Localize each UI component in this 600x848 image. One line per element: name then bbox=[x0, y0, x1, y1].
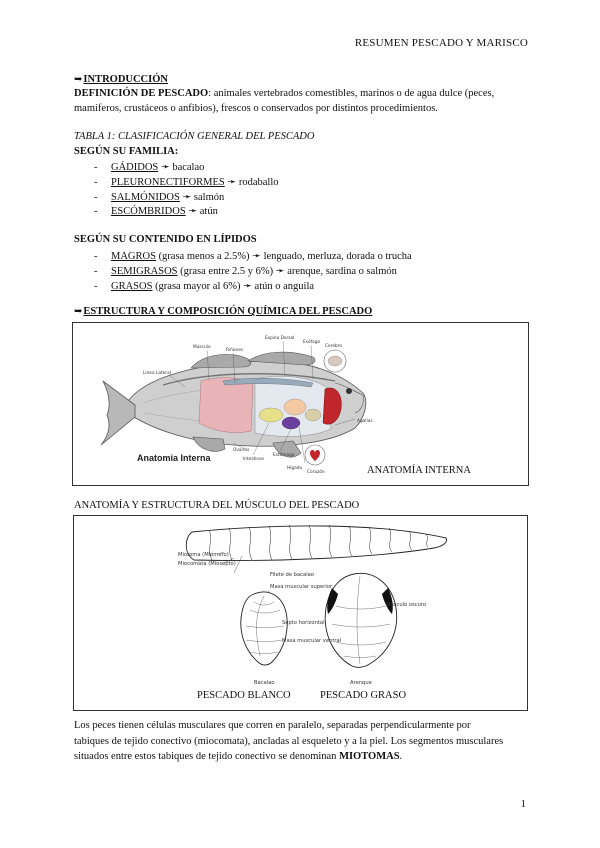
label-septo: Septo horizontal bbox=[282, 620, 325, 626]
label-cerebro: Cerebro bbox=[325, 344, 342, 349]
page-number: 1 bbox=[520, 798, 526, 810]
miotomas-term: MIOTOMAS bbox=[339, 751, 400, 762]
arrow-icon: ➛ bbox=[275, 266, 285, 277]
lipid-note: (grasa entre 2.5 y 6%) bbox=[177, 266, 276, 277]
family-item: - PLEURONECTIFORMES ➛ rodaballo bbox=[94, 177, 279, 188]
structure-heading-line bbox=[74, 306, 372, 317]
arrow-icon: ➛ bbox=[227, 177, 237, 188]
arrow-icon: ➛ bbox=[188, 206, 198, 217]
label-miocomata: Miocomata (Miosepto) bbox=[178, 561, 236, 567]
lipid-desc: arenque, sardina o salmón bbox=[284, 266, 397, 277]
lipid-term: MAGROS bbox=[111, 251, 156, 262]
lipid-desc: atún o anguila bbox=[251, 281, 315, 292]
lipid-item: - GRASOS (grasa mayor al 6%) ➛ atún o anguila bbox=[94, 281, 315, 292]
figure2-caption-right: PESCADO GRASO bbox=[320, 690, 407, 701]
label-filete: Filete de bacalao bbox=[270, 572, 314, 578]
body-line-3-end: . bbox=[399, 751, 403, 762]
arrow-icon: ➛ bbox=[252, 251, 261, 262]
family-desc: rodaballo bbox=[238, 177, 279, 188]
label-musculo: Músculo bbox=[193, 345, 211, 350]
family-term: GÁDIDOS bbox=[111, 162, 159, 173]
label-rinones: Riñones bbox=[226, 348, 244, 353]
body-line-1: Los peces tienen células musculares que corren en paralelo, separadas perpendicularmente por bbox=[74, 720, 471, 731]
figure2-caption-left: PESCADO BLANCO bbox=[197, 690, 291, 701]
family-heading: SEGÚN SU FAMILIA: bbox=[74, 146, 179, 157]
definition-line-1 bbox=[74, 88, 494, 99]
family-item: - GÁDIDOS ➛ bacalao bbox=[94, 162, 205, 173]
arrow-bullet-icon: ➥ bbox=[74, 74, 83, 85]
label-corazon: Corazón bbox=[307, 470, 325, 475]
label-higado: Hígado bbox=[287, 466, 303, 471]
muscle-figure bbox=[73, 515, 528, 711]
definition-line-2: mamíferos, crustáceos o anfibios), frescos o conservados por distintos procedimientos. bbox=[74, 103, 438, 114]
lipid-desc: lenguado, merluza, dorada o trucha bbox=[260, 251, 412, 262]
family-desc: atún bbox=[199, 206, 218, 217]
body-line-2: tabiques de tejido conectivo (miocomata), ancladas al esqueleto y a la piel. Los segmentos musculares bbox=[74, 736, 504, 747]
label-musculo-oscuro: Músculo oscuro bbox=[386, 602, 427, 608]
lipid-item: - MAGROS (grasa menos a 2.5%) ➛ lenguado, merluza, dorada o trucha bbox=[94, 251, 412, 262]
figure2-heading: ANATOMÍA Y ESTRUCTURA DEL MÚSCULO DEL PESCADO bbox=[74, 500, 360, 511]
label-esofago: Esófago bbox=[303, 340, 321, 345]
intro-heading: INTRODUCCIÓN bbox=[83, 74, 168, 85]
structure-heading: ESTRUCTURA Y COMPOSICIÓN QUÍMICA DEL PESCADO bbox=[83, 306, 373, 317]
family-term: ESCÓMBRIDOS bbox=[111, 206, 186, 217]
definition-term: DEFINICIÓN DE PESCADO bbox=[74, 88, 209, 99]
label-espina-dorsal: Espina Dorsal bbox=[265, 336, 295, 341]
label-bacalao: Bacalao bbox=[254, 680, 275, 686]
family-item: - SALMÓNIDOS ➛ salmón bbox=[94, 192, 225, 203]
label-masa-superior: Masa muscular superior bbox=[270, 584, 333, 590]
family-term: SALMÓNIDOS bbox=[111, 192, 180, 203]
arrow-icon: ➛ bbox=[182, 192, 192, 203]
body-line-3 bbox=[74, 751, 402, 762]
fish-anatomy-illustration bbox=[73, 323, 528, 485]
label-arenque: Arenque bbox=[350, 680, 372, 686]
anatomy-figure bbox=[72, 322, 529, 486]
figure1-title: Anatomia Interna bbox=[137, 453, 211, 463]
label-ovarios: Ovarios bbox=[233, 448, 250, 453]
arrow-icon: ➛ bbox=[160, 162, 170, 173]
family-term: PLEURONECTIFORMES bbox=[111, 177, 225, 188]
body-line-3-text: situados entre estos tabiques de tejido conectivo se denominan bbox=[74, 751, 340, 762]
family-item: - ESCÓMBRIDOS ➛ atún bbox=[94, 206, 218, 217]
definition-text-1: : animales vertebrados comestibles, marinos o de agua dulce (peces, bbox=[208, 88, 495, 99]
lipid-item: - SEMIGRASOS (grasa entre 2.5 y 6%) ➛ arenque, sardina o salmón bbox=[94, 266, 397, 277]
lipid-term: SEMIGRASOS bbox=[111, 266, 178, 277]
label-masa-ventral: Masa muscular ventral bbox=[282, 638, 342, 644]
arrow-bullet-icon: ➥ bbox=[74, 306, 83, 317]
label-estomago: Estómago bbox=[273, 453, 295, 458]
muscle-structure-illustration bbox=[74, 516, 527, 710]
lipid-note: (grasa menos a 2.5%) bbox=[155, 251, 253, 262]
intro-heading-line bbox=[74, 74, 168, 85]
label-miotoma: Miotoma (Miómero) bbox=[178, 552, 229, 558]
figure1-caption: ANATOMÍA INTERNA bbox=[367, 465, 471, 476]
lipid-note: (grasa mayor al 6%) bbox=[152, 281, 244, 292]
page-header: RESUMEN PESCADO Y MARISCO bbox=[354, 37, 528, 49]
table-caption: TABLA 1: CLASIFICACIÓN GENERAL DEL PESCADO bbox=[74, 131, 315, 142]
family-desc: salmón bbox=[193, 192, 225, 203]
label-intestinos: Intestinos bbox=[243, 457, 265, 462]
label-agallas: Agallas bbox=[357, 419, 373, 424]
lipid-term: GRASOS bbox=[111, 281, 153, 292]
family-desc: bacalao bbox=[172, 162, 205, 173]
label-linea-lateral: Línea Lateral bbox=[143, 371, 171, 376]
lipid-heading: SEGÚN SU CONTENIDO EN LÍPIDOS bbox=[74, 234, 257, 245]
arrow-icon: ➛ bbox=[243, 281, 252, 292]
